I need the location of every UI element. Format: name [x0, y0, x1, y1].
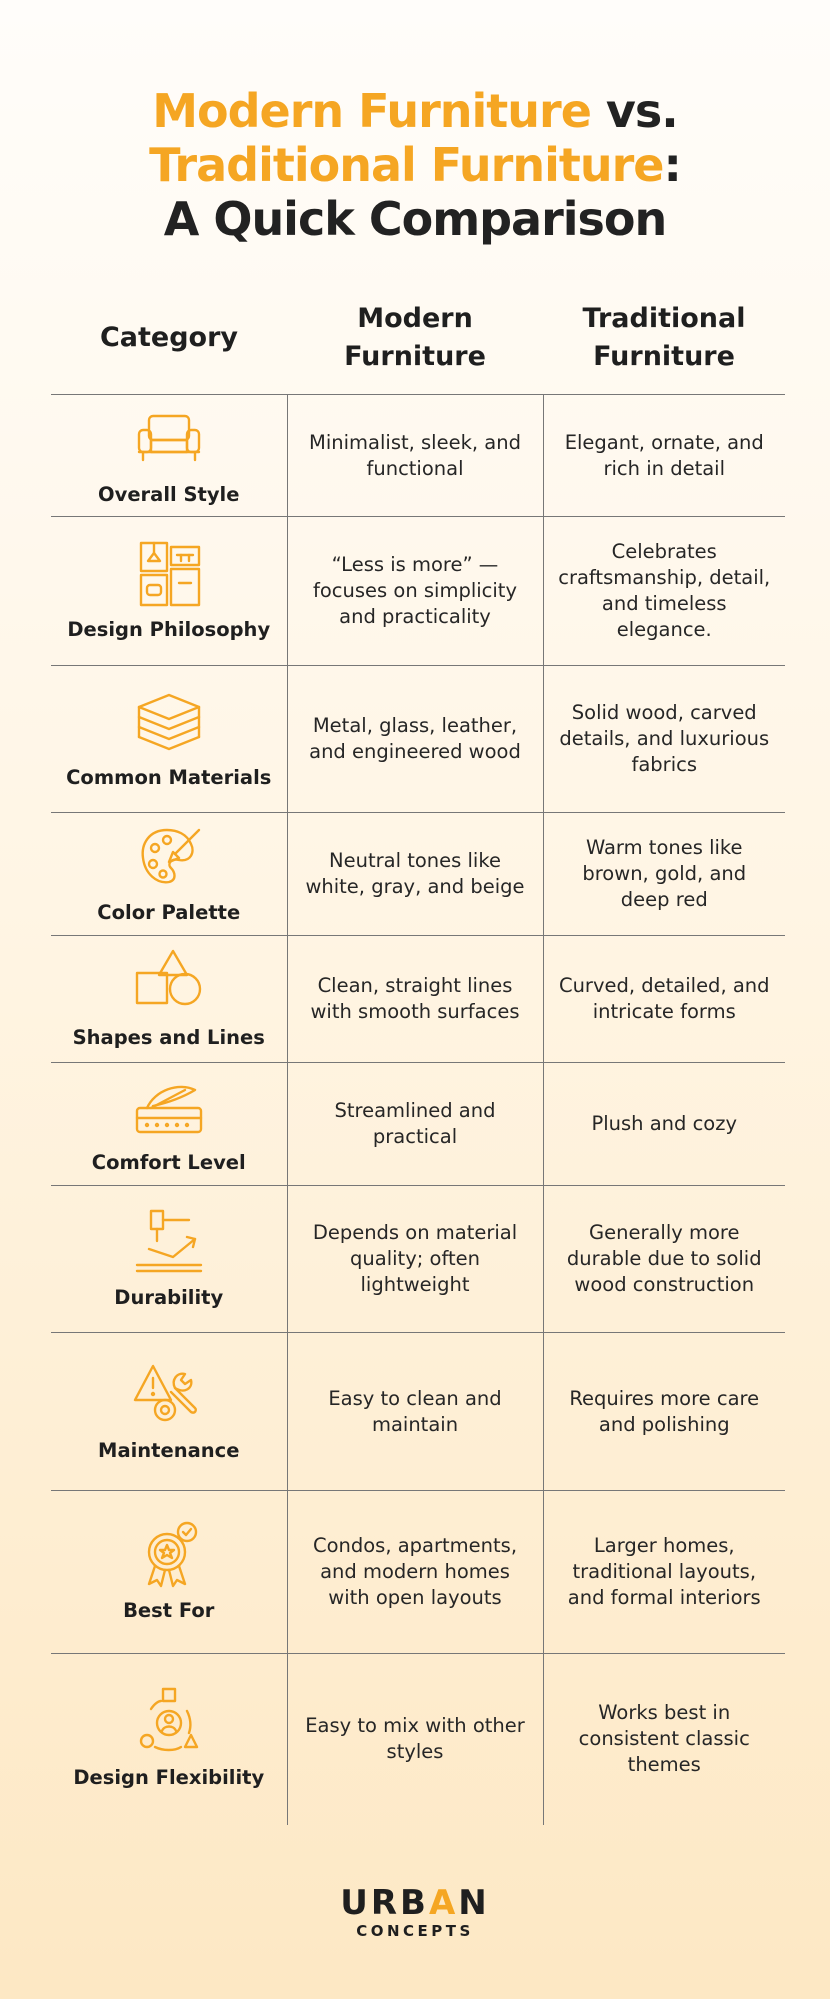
logo-text-urb: URB — [340, 1883, 429, 1923]
traditional-cell: Works best in consistent classic themes — [543, 1654, 785, 1825]
category-cell — [51, 813, 287, 936]
palette-icon — [129, 822, 209, 892]
award-badge-icon — [129, 1520, 209, 1590]
traditional-cell: Warm tones like brown, gold, and deep red — [543, 813, 785, 936]
modern-cell: Streamlined and practical — [287, 1063, 543, 1186]
modern-cell: Depends on material quality; often lightweight — [287, 1186, 543, 1333]
modern-cell: Easy to clean and maintain — [287, 1333, 543, 1491]
table-row — [51, 1063, 785, 1186]
category-cell — [51, 666, 287, 813]
title-modern: Modern Furniture — [152, 84, 591, 138]
flexibility-cycle-icon — [129, 1687, 209, 1757]
table-row — [51, 517, 785, 666]
material-layers-icon — [129, 687, 209, 757]
category-label: Shapes and Lines — [72, 1026, 265, 1049]
category-label: Maintenance — [98, 1438, 240, 1462]
traditional-cell: Generally more durable due to solid wood construction — [543, 1186, 785, 1333]
header-traditional: Traditional Furniture — [543, 282, 785, 395]
logo-text-n: N — [458, 1883, 490, 1923]
category-cell — [51, 936, 287, 1063]
warning-wrench-icon — [129, 1360, 209, 1430]
table-header-row — [51, 282, 785, 395]
category-label: Overall Style — [98, 482, 240, 506]
table-row — [51, 1654, 785, 1825]
modern-cell: Metal, glass, leather, and engineered wood — [287, 666, 543, 813]
header-category: Category — [51, 282, 287, 395]
shapes-icon — [129, 947, 209, 1017]
traditional-cell: Celebrates craftsmanship, detail, and timeless elegance. — [543, 517, 785, 666]
category-label: Design Flexibility — [73, 1766, 265, 1790]
category-cell — [51, 1333, 287, 1491]
table-row — [51, 936, 785, 1063]
category-cell — [51, 1186, 287, 1333]
traditional-cell: Plush and cozy — [543, 1063, 785, 1186]
logo-text-a: A — [428, 1883, 459, 1923]
table-row — [51, 1491, 785, 1654]
cushion-feather-icon — [129, 1072, 209, 1142]
category-label: Comfort Level — [91, 1151, 246, 1174]
comparison-table — [51, 282, 785, 1825]
modern-cell: “Less is more” — focuses on simplicity and practicality — [287, 517, 543, 666]
title-subtitle: A Quick Comparison — [163, 192, 667, 246]
table-row — [51, 666, 785, 813]
traditional-cell: Larger homes, traditional layouts, and formal interiors — [543, 1491, 785, 1654]
category-cell — [51, 1063, 287, 1186]
traditional-cell: Curved, detailed, and intricate forms — [543, 936, 785, 1063]
title-colon: : — [663, 138, 681, 192]
category-label: Design Philosophy — [67, 618, 271, 641]
category-cell — [51, 517, 287, 666]
hammer-impact-icon — [129, 1207, 209, 1277]
traditional-cell: Elegant, ornate, and rich in detail — [543, 395, 785, 517]
table-row — [51, 813, 785, 936]
table-row — [51, 1186, 785, 1333]
logo-subtext: CONCEPTS — [356, 1922, 474, 1940]
category-label: Durability — [114, 1286, 224, 1309]
table-row — [51, 395, 785, 517]
title-vs: vs. — [590, 84, 678, 138]
category-cell — [51, 1654, 287, 1825]
category-label: Common Materials — [66, 766, 272, 789]
modern-cell: Easy to mix with other styles — [287, 1654, 543, 1825]
brand-logo — [0, 1883, 830, 1940]
table-row — [51, 1333, 785, 1491]
traditional-cell: Solid wood, carved details, and luxurious fabrics — [543, 666, 785, 813]
traditional-cell: Requires more care and polishing — [543, 1333, 785, 1491]
modern-cell: Minimalist, sleek, and functional — [287, 395, 543, 517]
category-label: Color Palette — [97, 901, 241, 924]
category-cell — [51, 395, 287, 517]
title-traditional: Traditional Furniture — [149, 138, 664, 192]
sofa-icon — [129, 404, 209, 474]
page-title — [0, 84, 830, 246]
modern-cell: Condos, apartments, and modern homes with open layouts — [287, 1491, 543, 1654]
modern-cell: Neutral tones like white, gray, and beige — [287, 813, 543, 936]
modern-cell: Clean, straight lines with smooth surfaces — [287, 936, 543, 1063]
category-label: Best For — [123, 1599, 215, 1622]
header-modern: Modern Furniture — [287, 282, 543, 395]
design-frames-icon — [129, 539, 209, 609]
category-cell — [51, 1491, 287, 1654]
